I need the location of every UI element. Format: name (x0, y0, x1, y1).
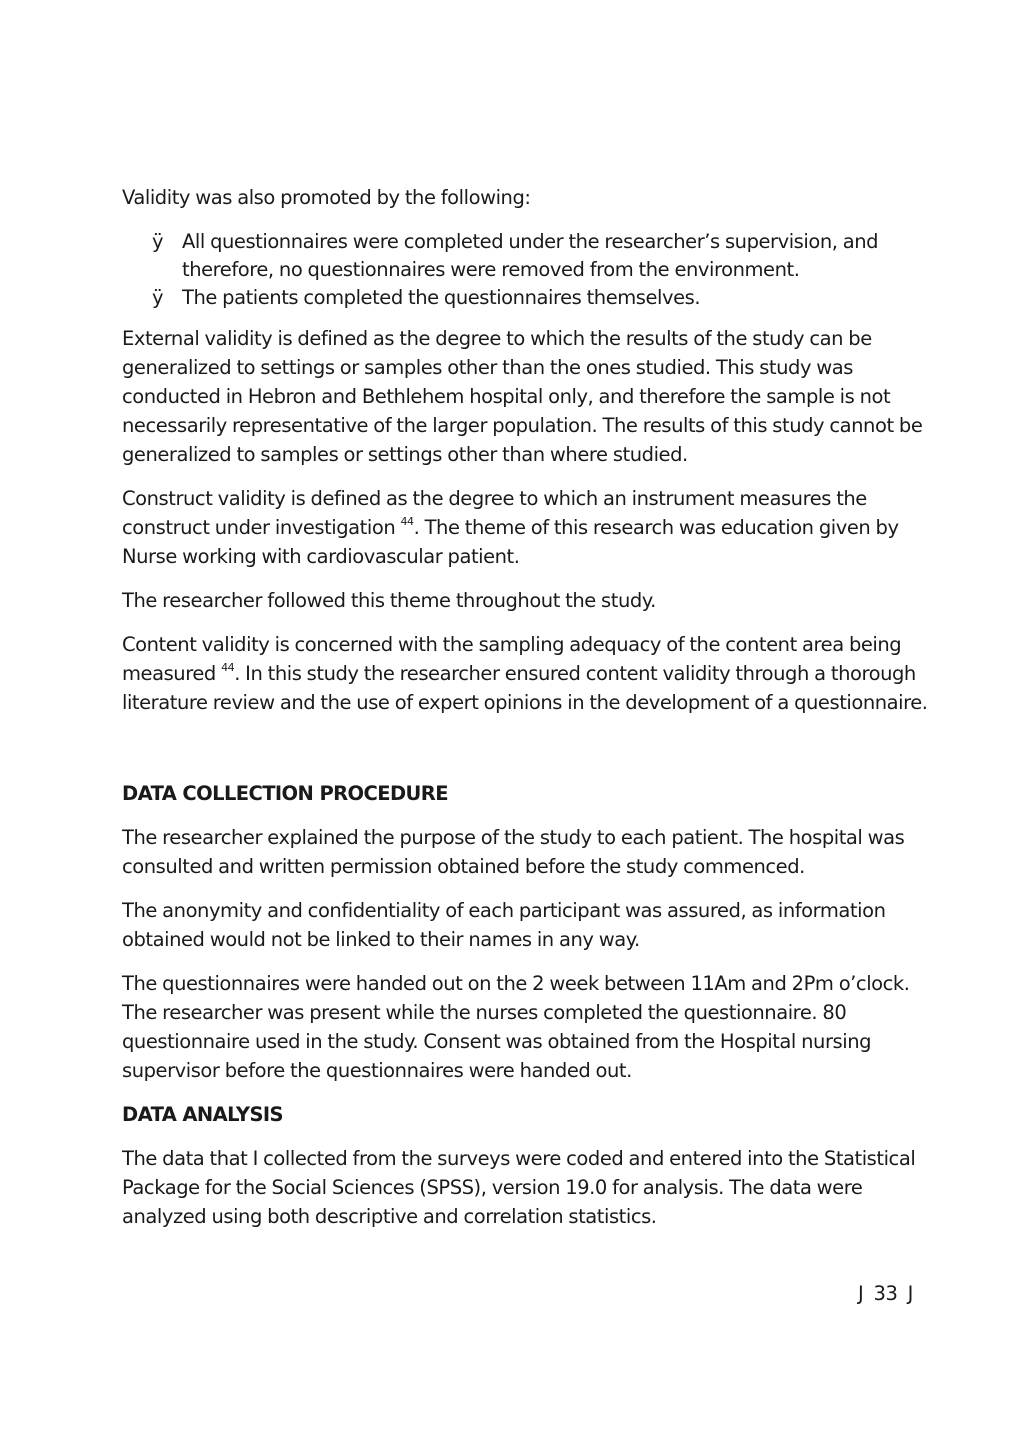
construct-validity-text-end: . The theme of this research was education given by Nurse working with cardiovascular patient. (122, 516, 899, 568)
bullet-icon: ÿ (152, 230, 164, 253)
data-collection-heading: DATA COLLECTION PROCEDURE (122, 782, 448, 805)
section-spacer (122, 732, 934, 779)
data-collection-paragraph-distribution: The questionnaires were handed out on the 2 week between 11Am and 2Pm o’clock. The researcher was present while the nurses completed the questionnaire. 80 questionnaire used in the study. Consent was obtained from the Hospital nursing supervisor before the questionnaires were handed out. (122, 972, 910, 1082)
reference-superscript: 44 (400, 515, 414, 528)
data-collection-paragraph-anonymity: The anonymity and confidentiality of each participant was assured, as information obtained would not be linked to their names in any way. (122, 899, 886, 951)
theme-followed-paragraph: The researcher followed this theme throughout the study. (122, 589, 656, 612)
page-number-value: 33 (873, 1282, 898, 1305)
page-number-left-mark: J (858, 1282, 864, 1305)
bullet-icon: ÿ (152, 286, 164, 309)
data-collection-paragraph-purpose: The researcher explained the purpose of the study to each patient. The hospital was consulted and written permission obtained before the study commenced. (122, 826, 905, 878)
bullet-text-self-completion: The patients completed the questionnaires themselves. (182, 286, 701, 309)
validity-intro-paragraph: Validity was also promoted by the following: (122, 186, 531, 209)
data-analysis-heading: DATA ANALYSIS (122, 1103, 283, 1126)
list-item (122, 284, 934, 312)
content-validity-text-start: Content validity is concerned with the sampling adequacy of the content area being measured (122, 633, 902, 685)
bullet-text-supervision: All questionnaires were completed under the researcher’s supervision, and therefore, no questionnaires were removed from the environment. (182, 230, 879, 281)
reference-superscript: 44 (221, 661, 235, 674)
content-validity-text-end: . In this study the researcher ensured content validity through a thorough literature review and the use of expert opinions in the development of a questionnaire. (122, 662, 928, 714)
construct-validity-paragraph (122, 484, 934, 571)
page-number-right-mark: J (907, 1282, 914, 1305)
page-number (858, 1279, 913, 1308)
validity-bullet-list (122, 228, 934, 312)
document-page (122, 183, 934, 1246)
data-analysis-paragraph: The data that I collected from the surveys were coded and entered into the Statistical Package for the Social Sciences (SPSS), version 19.0 for analysis. The data were analyzed using both descriptive and correlation statistics. (122, 1147, 916, 1228)
construct-validity-text-start: Construct validity is defined as the degree to which an instrument measures the construct under investigation (122, 487, 867, 539)
content-validity-paragraph (122, 630, 934, 717)
list-item (122, 228, 934, 284)
external-validity-paragraph: External validity is defined as the degree to which the results of the study can be generalized to settings or samples other than the ones studied. This study was conducted in Hebron and Bethlehem hospital only, and therefore the sample is not necessarily representative of the larger population. The results of this study cannot be generalized to samples or settings other than where studied. (122, 327, 923, 466)
